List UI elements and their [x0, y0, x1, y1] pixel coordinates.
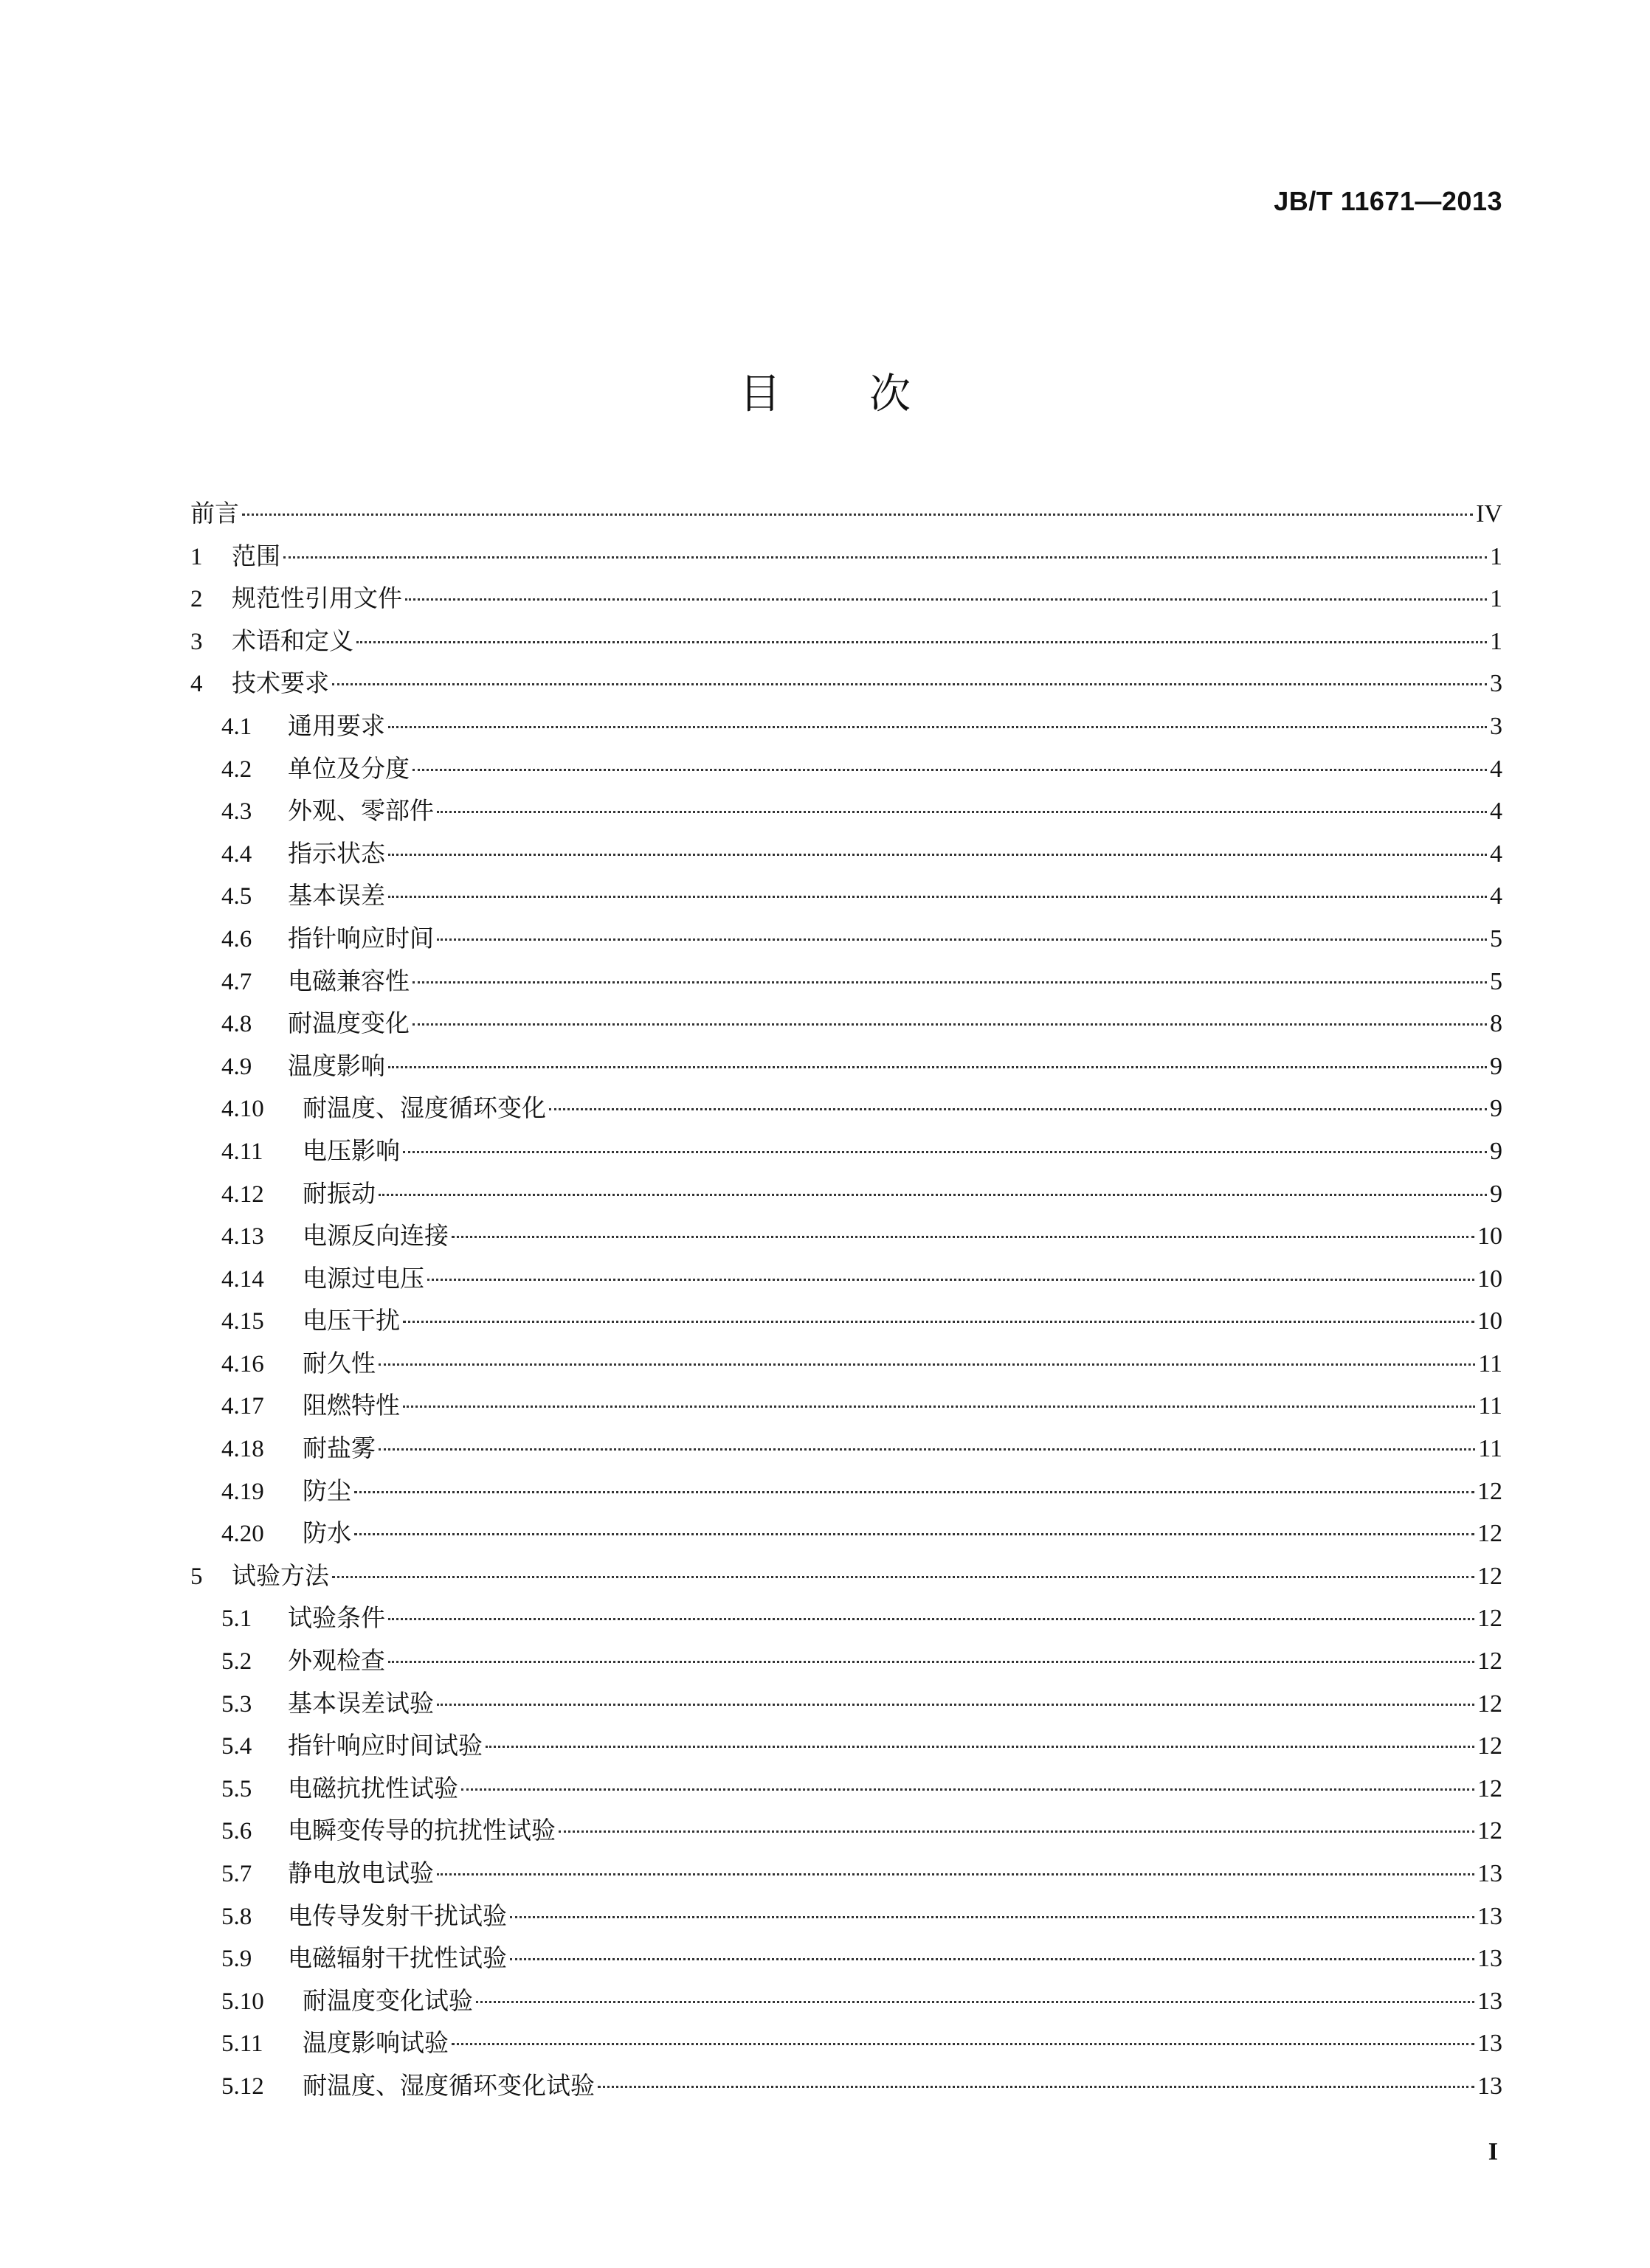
toc-entry-page: 3: [1490, 712, 1502, 740]
toc-entry-page: 13: [1477, 1902, 1502, 1930]
toc-entry[interactable]: [190, 707, 1502, 750]
toc-entry-number: 5.8: [221, 1903, 252, 1930]
toc-entry-page: 4: [1490, 755, 1502, 783]
toc-entry-title: 温度影响试验: [303, 2028, 449, 2058]
toc-entry-title: 术语和定义: [232, 626, 353, 655]
toc-leader-dots: [412, 981, 1487, 983]
toc-entry-number: 4.20: [221, 1521, 264, 1548]
toc-entry-title: 前言: [190, 499, 239, 528]
toc-entry[interactable]: [190, 1259, 1502, 1302]
toc-entry[interactable]: [190, 1726, 1502, 1769]
toc-entry-title: 阻燃特性: [303, 1391, 400, 1420]
table-of-contents: [190, 494, 1502, 2109]
toc-leader-dots: [379, 1363, 1475, 1366]
toc-entry-title: 范围: [232, 541, 280, 570]
toc-entry-page: 9: [1490, 1052, 1502, 1080]
toc-leader-dots: [437, 811, 1487, 813]
toc-entry[interactable]: [190, 1939, 1502, 1982]
toc-entry-title: 耐温度变化试验: [303, 1985, 473, 2015]
toc-entry[interactable]: [190, 1897, 1502, 1940]
toc-leader-dots: [549, 1108, 1487, 1110]
toc-entry-title: 基本误差: [288, 881, 385, 910]
toc-entry-page: 12: [1477, 1520, 1502, 1548]
toc-entry-number: 5.5: [221, 1775, 252, 1802]
toc-entry-page: 13: [1477, 2030, 1502, 2058]
toc-entry[interactable]: [190, 919, 1502, 962]
toc-leader-dots: [486, 1746, 1474, 1748]
toc-entry[interactable]: [190, 1684, 1502, 1727]
toc-entry-number: 2: [190, 586, 203, 613]
toc-entry[interactable]: [190, 750, 1502, 792]
toc-entry-page: 13: [1477, 1987, 1502, 2015]
toc-entry-page: 9: [1490, 1095, 1502, 1123]
toc-entry[interactable]: [190, 1472, 1502, 1515]
toc-entry-number: 5.9: [221, 1946, 252, 1973]
toc-entry-number: 5.4: [221, 1733, 252, 1760]
toc-entry-title: 电压影响: [303, 1135, 400, 1165]
toc-entry-page: 12: [1477, 1477, 1502, 1505]
toc-entry[interactable]: [190, 1982, 1502, 2025]
toc-leader-dots: [332, 683, 1487, 685]
toc-entry-number: 3: [190, 628, 203, 655]
toc-entry-title: 耐盐雾: [303, 1434, 376, 1463]
toc-leader-dots: [388, 1618, 1474, 1620]
toc-entry-number: 4.6: [221, 925, 252, 953]
toc-entry[interactable]: [190, 1175, 1502, 1217]
toc-leader-dots: [403, 1151, 1487, 1153]
toc-entry-page: 12: [1477, 1774, 1502, 1802]
toc-entry-title: 外观检查: [288, 1646, 385, 1676]
toc-entry[interactable]: [190, 1344, 1502, 1387]
toc-entry[interactable]: [190, 1811, 1502, 1854]
toc-entry[interactable]: [190, 2067, 1502, 2109]
toc-entry-page: 4: [1490, 840, 1502, 868]
toc-entry-title: 试验条件: [288, 1603, 385, 1633]
toc-leader-dots: [559, 1830, 1474, 1833]
toc-entry-title: 规范性引用文件: [232, 584, 402, 613]
toc-entry-number: 4.19: [221, 1478, 264, 1505]
toc-leader-dots: [356, 641, 1487, 643]
toc-entry-title: 单位及分度: [288, 753, 410, 783]
toc-entry-page: 12: [1477, 1605, 1502, 1633]
toc-leader-dots: [354, 1491, 1474, 1493]
toc-entry-page: 1: [1490, 585, 1502, 613]
toc-leader-dots: [412, 1023, 1487, 1026]
toc-entry[interactable]: [190, 834, 1502, 877]
toc-entry-title: 防尘: [303, 1476, 351, 1505]
toc-heading-part2: 次: [869, 370, 911, 418]
toc-entry[interactable]: [190, 1557, 1502, 1600]
toc-entry-title: 电瞬变传导的抗扰性试验: [288, 1816, 556, 1845]
toc-entry-number: 4.18: [221, 1436, 264, 1463]
toc-entry[interactable]: [190, 1642, 1502, 1684]
toc-entry-title: 温度影响: [288, 1051, 385, 1080]
toc-entry-page: 13: [1477, 1860, 1502, 1887]
toc-entry[interactable]: [190, 664, 1502, 707]
toc-entry-page: 5: [1490, 967, 1502, 995]
toc-heading-part1: 目: [739, 370, 781, 418]
toc-heading: [0, 362, 1650, 421]
toc-entry-title: 耐久性: [303, 1348, 376, 1377]
toc-entry-number: 4.8: [221, 1011, 252, 1038]
toc-leader-dots: [598, 2086, 1474, 2088]
toc-leader-dots: [388, 1661, 1474, 1663]
toc-entry-title: 通用要求: [288, 711, 385, 740]
toc-entry-page: 5: [1490, 924, 1502, 953]
toc-entry-page: 9: [1490, 1137, 1502, 1165]
toc-leader-dots: [427, 1279, 1474, 1281]
toc-entry[interactable]: [190, 1301, 1502, 1344]
toc-entry-page: 11: [1478, 1392, 1502, 1420]
toc-entry[interactable]: [190, 1089, 1502, 1132]
toc-entry-number: 4.10: [221, 1096, 264, 1123]
toc-leader-dots: [437, 938, 1487, 941]
toc-leader-dots: [403, 1406, 1475, 1408]
toc-entry-title: 基本误差试验: [288, 1688, 434, 1718]
toc-entry[interactable]: [190, 877, 1502, 919]
toc-entry-number: 4.3: [221, 798, 252, 826]
toc-entry-page: IV: [1476, 500, 1502, 528]
toc-entry[interactable]: [190, 1217, 1502, 1259]
toc-entry-number: 4.15: [221, 1308, 264, 1335]
toc-leader-dots: [412, 769, 1487, 771]
toc-entry-page: 4: [1490, 798, 1502, 826]
toc-entry-number: 4.11: [221, 1138, 263, 1165]
toc-leader-dots: [452, 2043, 1474, 2045]
toc-leader-dots: [379, 1194, 1487, 1196]
toc-entry-number: 4.17: [221, 1393, 264, 1420]
toc-entry[interactable]: [190, 1854, 1502, 1897]
toc-entry-page: 1: [1490, 627, 1502, 655]
toc-entry-number: 5.11: [221, 2030, 263, 2058]
toc-entry-title: 防水: [303, 1518, 351, 1548]
toc-entry-number: 4.5: [221, 883, 252, 910]
toc-entry-number: 5.10: [221, 1988, 264, 2015]
toc-entry[interactable]: [190, 1132, 1502, 1175]
toc-entry-page: 12: [1477, 1732, 1502, 1760]
toc-entry-number: 4.2: [221, 756, 252, 783]
toc-entry-page: 12: [1477, 1648, 1502, 1676]
toc-entry-title: 试验方法: [232, 1560, 329, 1590]
toc-entry[interactable]: [190, 792, 1502, 834]
toc-entry[interactable]: [190, 622, 1502, 665]
toc-entry[interactable]: [190, 1386, 1502, 1429]
toc-entry-title: 电源过电压: [303, 1263, 424, 1293]
toc-entry-title: 技术要求: [232, 668, 329, 698]
toc-entry-title: 电源反向连接: [303, 1221, 449, 1251]
toc-entry-page: 13: [1477, 2072, 1502, 2100]
toc-entry[interactable]: [190, 1769, 1502, 1812]
toc-entry-title: 电压干扰: [303, 1306, 400, 1335]
toc-entry-number: 5.1: [221, 1605, 252, 1633]
toc-entry-title: 指针响应时间试验: [288, 1731, 483, 1760]
toc-entry-title: 外观、零部件: [288, 796, 434, 826]
toc-leader-dots: [354, 1533, 1474, 1535]
toc-leader-dots: [388, 896, 1487, 898]
toc-entry-page: 12: [1477, 1817, 1502, 1845]
document-code: JB/T 11671—2013: [1274, 186, 1502, 216]
toc-entry-title: 耐温度变化: [288, 1009, 410, 1038]
toc-entry-title: 指针响应时间: [288, 923, 434, 953]
toc-entry-number: 1: [190, 543, 203, 570]
toc-entry-number: 4.13: [221, 1223, 264, 1251]
toc-entry-title: 耐振动: [303, 1178, 376, 1208]
toc-leader-dots: [388, 726, 1487, 728]
toc-entry[interactable]: [190, 537, 1502, 580]
toc-entry-page: 10: [1477, 1307, 1502, 1335]
toc-entry-number: 4: [190, 671, 203, 698]
toc-leader-dots: [405, 598, 1487, 601]
toc-leader-dots: [242, 514, 1473, 516]
toc-leader-dots: [510, 1916, 1474, 1918]
toc-entry-page: 11: [1478, 1435, 1502, 1463]
toc-entry-number: 4.12: [221, 1180, 264, 1208]
toc-entry-page: 4: [1490, 882, 1502, 910]
toc-entry-number: 5.6: [221, 1818, 252, 1845]
toc-entry-title: 耐温度、湿度循环变化试验: [303, 2070, 595, 2100]
toc-entry[interactable]: [190, 2024, 1502, 2067]
toc-entry-page: 1: [1490, 542, 1502, 570]
toc-entry-page: 10: [1477, 1223, 1502, 1251]
toc-entry-page: 8: [1490, 1010, 1502, 1038]
toc-entry[interactable]: [190, 1047, 1502, 1090]
toc-entry-number: 5.12: [221, 2072, 264, 2100]
toc-entry-title: 指示状态: [288, 838, 385, 868]
toc-entry-title: 耐温度、湿度循环变化: [303, 1093, 546, 1123]
toc-entry-title: 电磁抗扰性试验: [288, 1773, 458, 1802]
toc-entry[interactable]: [190, 1599, 1502, 1642]
toc-entry-number: 4.7: [221, 968, 252, 995]
toc-leader-dots: [332, 1576, 1474, 1578]
toc-leader-dots: [437, 1873, 1474, 1875]
toc-entry-number: 4.14: [221, 1265, 264, 1293]
toc-leader-dots: [379, 1448, 1475, 1451]
toc-entry-page: 9: [1490, 1180, 1502, 1208]
toc-leader-dots: [283, 556, 1487, 559]
toc-entry[interactable]: [190, 1514, 1502, 1557]
toc-leader-dots: [461, 1788, 1474, 1791]
toc-entry-number: 5.3: [221, 1690, 252, 1718]
toc-entry-number: 4.4: [221, 840, 252, 868]
toc-entry-page: 12: [1477, 1562, 1502, 1590]
toc-entry-page: 12: [1477, 1690, 1502, 1718]
toc-entry-title: 静电放电试验: [288, 1859, 434, 1887]
toc-entry-number: 4.1: [221, 713, 252, 740]
page-number: I: [1488, 2138, 1498, 2165]
toc-entry-title: 电磁辐射干扰性试验: [288, 1943, 507, 1973]
toc-entry-number: 5.2: [221, 1648, 252, 1676]
toc-leader-dots: [476, 2001, 1474, 2003]
toc-entry-number: 5: [190, 1563, 203, 1590]
toc-leader-dots: [452, 1236, 1474, 1238]
toc-leader-dots: [437, 1704, 1474, 1706]
toc-entry-page: 3: [1490, 670, 1502, 698]
toc-entry[interactable]: [190, 579, 1502, 622]
toc-entry-number: 4.9: [221, 1053, 252, 1080]
toc-entry-page: 10: [1477, 1265, 1502, 1293]
toc-entry[interactable]: [190, 494, 1502, 537]
toc-entry[interactable]: [190, 962, 1502, 1005]
toc-entry-title: 电传导发射干扰试验: [288, 1901, 507, 1930]
toc-entry-number: 4.16: [221, 1350, 264, 1377]
toc-leader-dots: [403, 1321, 1474, 1323]
toc-leader-dots: [388, 1066, 1487, 1068]
toc-entry-number: 5.7: [221, 1861, 252, 1887]
toc-entry-page: 11: [1478, 1349, 1502, 1377]
toc-entry[interactable]: [190, 1004, 1502, 1047]
toc-entry-title: 电磁兼容性: [288, 966, 410, 995]
toc-leader-dots: [388, 854, 1487, 856]
toc-entry[interactable]: [190, 1429, 1502, 1472]
toc-leader-dots: [510, 1958, 1474, 1960]
toc-entry-page: 13: [1477, 1945, 1502, 1973]
